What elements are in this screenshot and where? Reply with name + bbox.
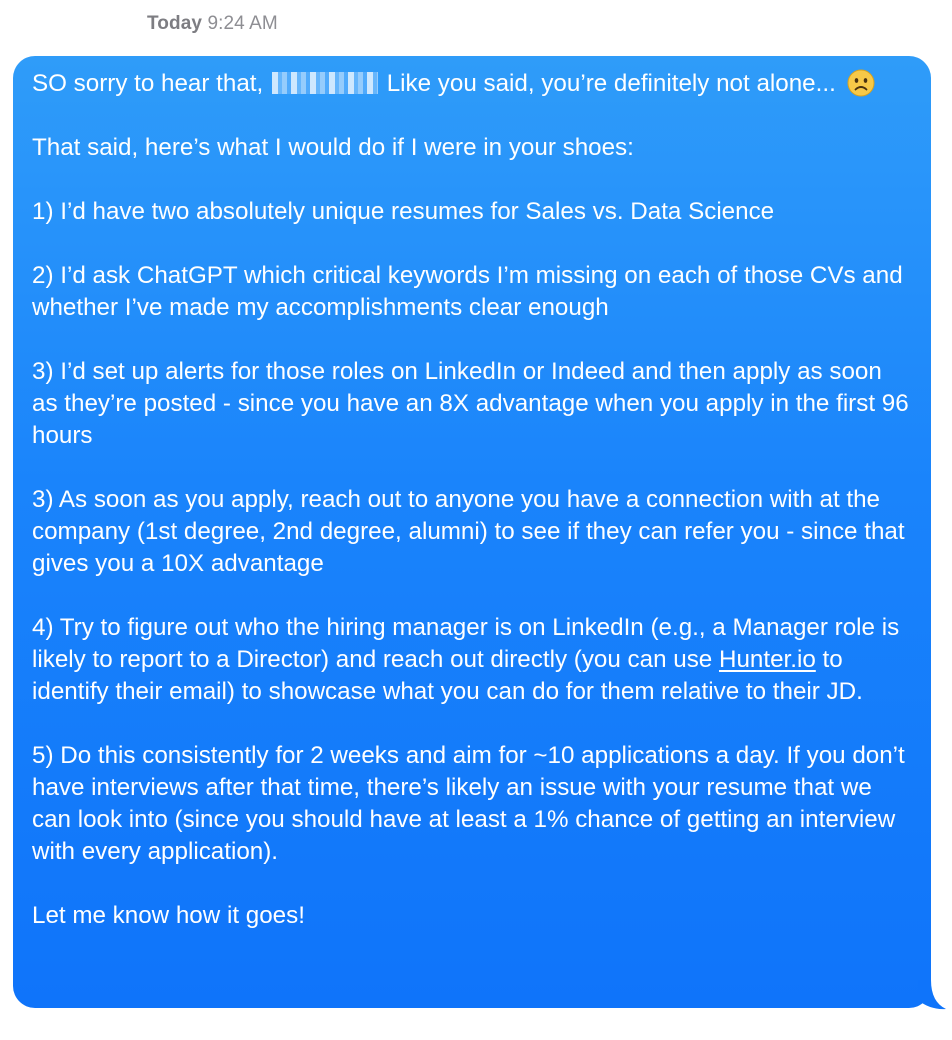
message-step-4 (32, 612, 913, 708)
message-step-3b: 3) As soon as you apply, reach out to anyone you have a connection with at the company (1st degree, 2nd degree, alumni) to see if they can refer you - since that gives you a 10X advantage (32, 486, 905, 577)
message-greeting (32, 68, 913, 100)
message-step-5: 5) Do this consistently for 2 weeks and aim for ~10 applications a day. If you don’t have interviews after that time, there’s likely an issue with your resume that we can look into (since you should have at least a 1% chance of getting an interview with every application). (32, 742, 905, 865)
bubble-tail (918, 980, 948, 1010)
message-intro: That said, here’s what I would do if I were in your shoes: (32, 134, 634, 161)
timestamp-day: Today (147, 13, 203, 34)
timestamp-time: 9:24 AM (207, 13, 278, 34)
message-step-3a: 3) I’d set up alerts for those roles on LinkedIn or Indeed and then apply as soon as they’re posted - since you have an 8X advantage when you apply in the first 96 hours (32, 358, 909, 449)
message-bubble[interactable] (13, 56, 931, 1008)
frowning-face-icon (847, 69, 875, 97)
greeting-suffix: Like you said, you’re definitely not alone... (386, 70, 836, 97)
greeting-prefix: SO sorry to hear that, (32, 70, 264, 97)
message-step-1: 1) I’d have two absolutely unique resumes for Sales vs. Data Science (32, 198, 775, 225)
step-4-before-link: 4) Try to figure out who the hiring manager is on LinkedIn (e.g., a Manager role is likely to report to a Director) and reach out directly (you can use (32, 614, 900, 673)
redacted-name (272, 72, 378, 94)
hunter-io-link[interactable]: Hunter.io (718, 646, 816, 673)
message-step-2: 2) I’d ask ChatGPT which critical keywords I’m missing on each of those CVs and whether I’ve made my accomplishments clear enough (32, 262, 903, 321)
step-4-after-link: to identify their email) to showcase what you can do for them relative to their JD. (32, 646, 863, 705)
message-closing: Let me know how it goes! (32, 902, 305, 929)
message-timestamp (147, 13, 278, 35)
